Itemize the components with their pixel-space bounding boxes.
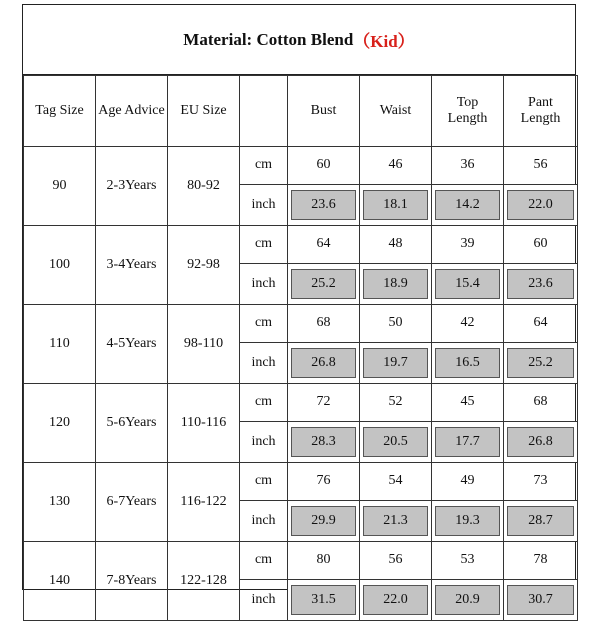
tag-size-cell: 140 <box>24 542 96 621</box>
eu-size-cell: 110-116 <box>168 384 240 463</box>
inch-value: 15.4 <box>435 269 500 299</box>
eu-size-cell: 92-98 <box>168 226 240 305</box>
age-advice-cell: 5-6Years <box>96 384 168 463</box>
header-pant-length: Pant Length <box>504 76 578 147</box>
inch-value: 18.1 <box>363 190 428 220</box>
size-table <box>23 75 578 621</box>
inch-value: 14.2 <box>435 190 500 220</box>
inch-value-cell <box>360 184 432 226</box>
table-row <box>24 147 578 185</box>
inch-value: 21.3 <box>363 506 428 536</box>
inch-value: 30.7 <box>507 585 574 615</box>
cm-value-cell: 39 <box>432 226 504 264</box>
cm-value-cell: 56 <box>360 542 432 580</box>
age-advice-cell: 2-3Years <box>96 147 168 226</box>
header-unit <box>240 76 288 147</box>
inch-value-cell <box>432 421 504 463</box>
unit-cm-cell: cm <box>240 226 288 264</box>
header-bust: Bust <box>288 76 360 147</box>
tag-size-cell: 110 <box>24 305 96 384</box>
cm-value-cell: 60 <box>504 226 578 264</box>
inch-value: 17.7 <box>435 427 500 457</box>
unit-cm-cell: cm <box>240 305 288 343</box>
age-advice-cell: 3-4Years <box>96 226 168 305</box>
tag-size-cell: 130 <box>24 463 96 542</box>
inch-value-cell <box>288 342 360 384</box>
cm-value-cell: 72 <box>288 384 360 422</box>
inch-value-cell <box>360 500 432 542</box>
cm-value-cell: 68 <box>504 384 578 422</box>
inch-value-cell <box>432 500 504 542</box>
cm-value-cell: 68 <box>288 305 360 343</box>
unit-inch-cell: inch <box>240 184 288 226</box>
header-row <box>24 76 578 147</box>
cm-value-cell: 60 <box>288 147 360 185</box>
inch-value: 18.9 <box>363 269 428 299</box>
cm-value-cell: 46 <box>360 147 432 185</box>
unit-cm-cell: cm <box>240 147 288 185</box>
unit-cm-cell: cm <box>240 542 288 580</box>
header-age-advice: Age Advice <box>96 76 168 147</box>
inch-value-cell <box>504 500 578 542</box>
tag-size-cell: 90 <box>24 147 96 226</box>
age-advice-cell: 7-8Years <box>96 542 168 621</box>
inch-value: 26.8 <box>291 348 356 378</box>
inch-value-cell <box>288 500 360 542</box>
unit-cm-cell: cm <box>240 384 288 422</box>
size-chart <box>22 4 576 607</box>
inch-value-cell <box>288 263 360 305</box>
inch-value-cell <box>360 342 432 384</box>
inch-value: 22.0 <box>507 190 574 220</box>
inch-value: 25.2 <box>507 348 574 378</box>
inch-value-cell <box>504 342 578 384</box>
inch-value-cell <box>288 184 360 226</box>
cm-value-cell: 53 <box>432 542 504 580</box>
header-tag-size: Tag Size <box>24 76 96 147</box>
inch-value-cell <box>504 263 578 305</box>
age-advice-cell: 6-7Years <box>96 463 168 542</box>
cm-value-cell: 45 <box>432 384 504 422</box>
cm-value-cell: 36 <box>432 147 504 185</box>
inch-value: 19.3 <box>435 506 500 536</box>
unit-cm-cell: cm <box>240 463 288 501</box>
inch-value-cell <box>432 263 504 305</box>
cm-value-cell: 54 <box>360 463 432 501</box>
age-advice-cell: 4-5Years <box>96 305 168 384</box>
unit-inch-cell: inch <box>240 421 288 463</box>
title-label: Material: Cotton Blend <box>183 29 354 49</box>
table-row <box>24 305 578 343</box>
cm-value-cell: 80 <box>288 542 360 580</box>
cm-value-cell: 42 <box>432 305 504 343</box>
cm-value-cell: 64 <box>504 305 578 343</box>
cm-value-cell: 76 <box>288 463 360 501</box>
unit-inch-cell: inch <box>240 342 288 384</box>
eu-size-cell: 80-92 <box>168 147 240 226</box>
inch-value: 26.8 <box>507 427 574 457</box>
inch-value: 28.7 <box>507 506 574 536</box>
cm-value-cell: 50 <box>360 305 432 343</box>
inch-value-cell <box>360 263 432 305</box>
table-row <box>24 463 578 501</box>
inch-value: 20.5 <box>363 427 428 457</box>
inch-value: 19.7 <box>363 348 428 378</box>
inch-value-cell <box>504 421 578 463</box>
inch-value-cell <box>288 421 360 463</box>
header-eu-size: EU Size <box>168 76 240 147</box>
inch-value: 16.5 <box>435 348 500 378</box>
table-row <box>24 226 578 264</box>
tag-size-cell: 120 <box>24 384 96 463</box>
eu-size-cell: 116-122 <box>168 463 240 542</box>
cm-value-cell: 49 <box>432 463 504 501</box>
unit-inch-cell: inch <box>240 579 288 621</box>
inch-value-cell <box>432 342 504 384</box>
header-waist: Waist <box>360 76 432 147</box>
inch-value: 22.0 <box>363 585 428 615</box>
inch-value: 23.6 <box>507 269 574 299</box>
cm-value-cell: 78 <box>504 542 578 580</box>
chart-title <box>23 5 575 75</box>
eu-size-cell: 98-110 <box>168 305 240 384</box>
inch-value: 31.5 <box>291 585 356 615</box>
inch-value: 28.3 <box>291 427 356 457</box>
unit-inch-cell: inch <box>240 500 288 542</box>
cm-value-cell: 48 <box>360 226 432 264</box>
inch-value: 20.9 <box>435 585 500 615</box>
inch-value: 25.2 <box>291 269 356 299</box>
table-row <box>24 542 578 580</box>
tag-size-cell: 100 <box>24 226 96 305</box>
cm-value-cell: 73 <box>504 463 578 501</box>
inch-value-cell <box>432 184 504 226</box>
table-row <box>24 384 578 422</box>
inch-value-cell <box>360 421 432 463</box>
cm-value-cell: 52 <box>360 384 432 422</box>
inch-value: 29.9 <box>291 506 356 536</box>
inch-value-cell <box>504 184 578 226</box>
cm-value-cell: 64 <box>288 226 360 264</box>
title-accent: （Kid） <box>353 32 415 51</box>
header-top-length: Top Length <box>432 76 504 147</box>
inch-value: 23.6 <box>291 190 356 220</box>
eu-size-cell: 122-128 <box>168 542 240 621</box>
cm-value-cell: 56 <box>504 147 578 185</box>
unit-inch-cell: inch <box>240 263 288 305</box>
